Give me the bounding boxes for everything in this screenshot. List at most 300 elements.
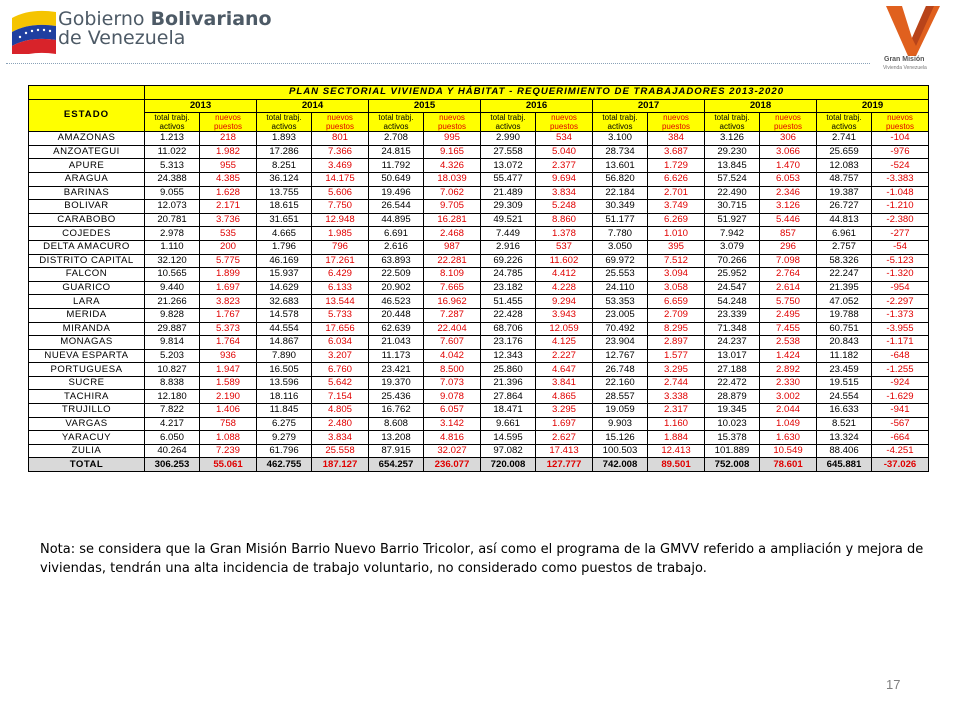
total-activos-cell: 18.471 (481, 404, 536, 418)
nuevos-puestos-cell: 17.656 (312, 322, 369, 336)
total-activos-cell: 19.515 (817, 376, 872, 390)
gm-logo-subtext: Vivienda Venezuela (883, 65, 927, 71)
nuevos-puestos-cell: 3.834 (312, 431, 369, 445)
nuevos-puestos-cell: 4.385 (200, 172, 257, 186)
total-activos-cell: 29.887 (145, 322, 200, 336)
table-row (29, 390, 929, 404)
total-activos-cell: 8.251 (257, 159, 312, 173)
total-activos-cell: 22.472 (705, 376, 760, 390)
nuevos-puestos-cell: 10.549 (760, 444, 817, 458)
total-activos-cell: 97.082 (481, 444, 536, 458)
estado-cell: FALCON (29, 268, 145, 282)
nuevos-puestos-cell: 6.133 (312, 281, 369, 295)
nuevos-puestos-cell: 1.589 (200, 376, 257, 390)
total-activos-cell: 63.893 (369, 254, 424, 268)
workers-requirement-table (28, 85, 929, 472)
total-activos-cell: 9.279 (257, 431, 312, 445)
nuevos-puestos-cell: 537 (536, 240, 593, 254)
total-activos-cell: 2.741 (817, 132, 872, 146)
total-activos-cell: 6.050 (145, 431, 200, 445)
total-activos-cell: 32.683 (257, 295, 312, 309)
nuevos-puestos-cell: 3.142 (424, 417, 481, 431)
nuevos-puestos-cell: 4.125 (536, 336, 593, 350)
nuevos-puestos-cell: -2.297 (872, 295, 929, 309)
nuevos-puestos-cell: 796 (312, 240, 369, 254)
estado-cell: DISTRITO CAPITAL (29, 254, 145, 268)
nuevos-puestos-cell: 2.346 (760, 186, 817, 200)
nuevos-puestos-cell: 9.078 (424, 390, 481, 404)
nuevos-puestos-cell: 7.455 (760, 322, 817, 336)
nuevos-puestos-cell: 13.544 (312, 295, 369, 309)
table-row (29, 200, 929, 214)
total-activos-cell: 9.903 (593, 417, 648, 431)
nuevos-puestos-cell: 7.239 (200, 444, 257, 458)
total-activos-cell: 29.309 (481, 200, 536, 214)
total-activos-cell: 20.448 (369, 308, 424, 322)
nuevos-puestos-cell: 2.044 (760, 404, 817, 418)
total-activos-cell: 13.072 (481, 159, 536, 173)
subheader-total-activos: total trabj. activos (257, 113, 312, 132)
total-activos-cell: 60.751 (817, 322, 872, 336)
nuevos-puestos-cell: 2.627 (536, 431, 593, 445)
total-activos-cell: 32.120 (145, 254, 200, 268)
total-activos-cell: 13.601 (593, 159, 648, 173)
total-activos-cell: 70.492 (593, 322, 648, 336)
total-activos-cell: 16.762 (369, 404, 424, 418)
table-row (29, 417, 929, 431)
nuevos-puestos-cell: 4.042 (424, 349, 481, 363)
nuevos-puestos-cell: 9.294 (536, 295, 593, 309)
nuevos-puestos-cell: 11.602 (536, 254, 593, 268)
total-activos-cell: 7.780 (593, 227, 648, 241)
nuevos-puestos-cell: 2.892 (760, 363, 817, 377)
nuevos-puestos-cell: 2.538 (760, 336, 817, 350)
total-activos-cell: 10.565 (145, 268, 200, 282)
nuevos-puestos-cell: 1.378 (536, 227, 593, 241)
total-activos-cell: 24.110 (593, 281, 648, 295)
table-row (29, 431, 929, 445)
nuevos-puestos-cell: -954 (872, 281, 929, 295)
subheader-total-activos: total trabj. activos (145, 113, 200, 132)
nuevos-puestos-cell: 12.948 (312, 213, 369, 227)
nuevos-puestos-cell: -1.210 (872, 200, 929, 214)
subheader-nuevos-puestos: nuevos puestos (872, 113, 929, 132)
estado-cell: GUARICO (29, 281, 145, 295)
total-activos-cell: 12.073 (145, 200, 200, 214)
year-header-2016: 2016 (481, 99, 593, 113)
nuevos-puestos-cell: -1.048 (872, 186, 929, 200)
estado-cell: NUEVA ESPARTA (29, 349, 145, 363)
estado-cell: COJEDES (29, 227, 145, 241)
nuevos-puestos-cell: 127.777 (536, 458, 593, 472)
nuevos-puestos-cell: 25.558 (312, 444, 369, 458)
subheader-nuevos-puestos: nuevos puestos (200, 113, 257, 132)
total-activos-cell: 51.177 (593, 213, 648, 227)
nuevos-puestos-cell: 6.659 (648, 295, 705, 309)
total-activos-cell: 71.348 (705, 322, 760, 336)
nuevos-puestos-cell: 535 (200, 227, 257, 241)
nuevos-puestos-cell: 218 (200, 132, 257, 146)
total-activos-cell: 24.547 (705, 281, 760, 295)
total-activos-cell: 3.100 (593, 132, 648, 146)
total-activos-cell: 7.449 (481, 227, 536, 241)
table-row (29, 363, 929, 377)
nuevos-puestos-cell: 306 (760, 132, 817, 146)
nuevos-puestos-cell: 16.962 (424, 295, 481, 309)
nuevos-puestos-cell: 12.059 (536, 322, 593, 336)
total-activos-cell: 28.557 (593, 390, 648, 404)
nuevos-puestos-cell: 4.228 (536, 281, 593, 295)
nuevos-puestos-cell: -4.251 (872, 444, 929, 458)
total-activos-cell: 49.521 (481, 213, 536, 227)
total-activos-cell: 53.353 (593, 295, 648, 309)
total-activos-cell: 31.651 (257, 213, 312, 227)
nuevos-puestos-cell: 857 (760, 227, 817, 241)
gm-logo-text: Gran Misión (884, 56, 925, 63)
nuevos-puestos-cell: -104 (872, 132, 929, 146)
total-activos-cell: 15.937 (257, 268, 312, 282)
nuevos-puestos-cell: 7.512 (648, 254, 705, 268)
total-activos-cell: 7.942 (705, 227, 760, 241)
total-activos-cell: 46.523 (369, 295, 424, 309)
total-activos-cell: 654.257 (369, 458, 424, 472)
nuevos-puestos-cell: 17.413 (536, 444, 593, 458)
year-header-2015: 2015 (369, 99, 481, 113)
total-activos-cell: 11.173 (369, 349, 424, 363)
nuevos-puestos-cell: 7.607 (424, 336, 481, 350)
nuevos-puestos-cell: 3.126 (760, 200, 817, 214)
total-activos-cell: 23.459 (817, 363, 872, 377)
nuevos-puestos-cell: 200 (200, 240, 257, 254)
nuevos-puestos-cell: 1.899 (200, 268, 257, 282)
nuevos-puestos-cell: 1.630 (760, 431, 817, 445)
total-activos-cell: 6.275 (257, 417, 312, 431)
gov-logo-line2: de Venezuela (58, 27, 186, 49)
nuevos-puestos-cell: 236.077 (424, 458, 481, 472)
nuevos-puestos-cell: 7.287 (424, 308, 481, 322)
nuevos-puestos-cell: 5.733 (312, 308, 369, 322)
estado-cell: TOTAL (29, 458, 145, 472)
nuevos-puestos-cell: 2.764 (760, 268, 817, 282)
nuevos-puestos-cell: 3.002 (760, 390, 817, 404)
nuevos-puestos-cell: -941 (872, 404, 929, 418)
total-activos-cell: 9.440 (145, 281, 200, 295)
total-activos-cell: 13.324 (817, 431, 872, 445)
total-activos-cell: 19.788 (817, 308, 872, 322)
estado-cell: BOLIVAR (29, 200, 145, 214)
total-activos-cell: 27.864 (481, 390, 536, 404)
nuevos-puestos-cell: 3.338 (648, 390, 705, 404)
total-activos-cell: 12.083 (817, 159, 872, 173)
table-row (29, 376, 929, 390)
nuevos-puestos-cell: 5.775 (200, 254, 257, 268)
nuevos-puestos-cell: -976 (872, 145, 929, 159)
table-row (29, 322, 929, 336)
nuevos-puestos-cell: 2.744 (648, 376, 705, 390)
total-activos-cell: 21.043 (369, 336, 424, 350)
year-header-2014: 2014 (257, 99, 369, 113)
nuevos-puestos-cell: -54 (872, 240, 929, 254)
nuevos-puestos-cell: 6.269 (648, 213, 705, 227)
total-activos-cell: 57.524 (705, 172, 760, 186)
nuevos-puestos-cell: -37.026 (872, 458, 929, 472)
total-activos-cell: 9.055 (145, 186, 200, 200)
nuevos-puestos-cell: 995 (424, 132, 481, 146)
total-activos-cell: 55.477 (481, 172, 536, 186)
total-activos-cell: 22.247 (817, 268, 872, 282)
nuevos-puestos-cell: 3.094 (648, 268, 705, 282)
total-activos-cell: 2.757 (817, 240, 872, 254)
nuevos-puestos-cell: 6.429 (312, 268, 369, 282)
nuevos-puestos-cell: 384 (648, 132, 705, 146)
nuevos-puestos-cell: 1.628 (200, 186, 257, 200)
total-activos-cell: 4.665 (257, 227, 312, 241)
total-activos-cell: 24.237 (705, 336, 760, 350)
nuevos-puestos-cell: 9.705 (424, 200, 481, 214)
nuevos-puestos-cell: 6.053 (760, 172, 817, 186)
nuevos-puestos-cell: 5.642 (312, 376, 369, 390)
estado-cell: ZULIA (29, 444, 145, 458)
estado-cell: ARAGUA (29, 172, 145, 186)
table-row (29, 295, 929, 309)
nuevos-puestos-cell: 16.281 (424, 213, 481, 227)
nuevos-puestos-cell: 5.446 (760, 213, 817, 227)
nuevos-puestos-cell: 1.697 (536, 417, 593, 431)
nuevos-puestos-cell: 2.227 (536, 349, 593, 363)
total-activos-cell: 4.217 (145, 417, 200, 431)
total-activos-cell: 18.116 (257, 390, 312, 404)
nuevos-puestos-cell: 7.062 (424, 186, 481, 200)
nuevos-puestos-cell: 4.412 (536, 268, 593, 282)
table-row (29, 349, 929, 363)
total-activos-cell: 40.264 (145, 444, 200, 458)
total-activos-cell: 48.757 (817, 172, 872, 186)
nuevos-puestos-cell: 55.061 (200, 458, 257, 472)
nuevos-puestos-cell: 3.736 (200, 213, 257, 227)
total-activos-cell: 101.889 (705, 444, 760, 458)
total-activos-cell: 26.727 (817, 200, 872, 214)
nuevos-puestos-cell: 3.295 (536, 404, 593, 418)
nuevos-puestos-cell: -1.171 (872, 336, 929, 350)
nuevos-puestos-cell: 2.317 (648, 404, 705, 418)
total-activos-cell: 462.755 (257, 458, 312, 472)
total-activos-cell: 62.639 (369, 322, 424, 336)
estado-cell: TACHIRA (29, 390, 145, 404)
nuevos-puestos-cell: -1.255 (872, 363, 929, 377)
nuevos-puestos-cell: 801 (312, 132, 369, 146)
nuevos-puestos-cell: 987 (424, 240, 481, 254)
estado-cell: AMAZONAS (29, 132, 145, 146)
total-activos-cell: 8.838 (145, 376, 200, 390)
nuevos-puestos-cell: 3.834 (536, 186, 593, 200)
nuevos-puestos-cell: -2.380 (872, 213, 929, 227)
total-activos-cell: 56.820 (593, 172, 648, 186)
nuevos-puestos-cell: 8.109 (424, 268, 481, 282)
total-activos-cell: 23.421 (369, 363, 424, 377)
header-divider (6, 63, 870, 64)
nuevos-puestos-cell: 3.823 (200, 295, 257, 309)
total-activos-cell: 20.902 (369, 281, 424, 295)
total-activos-cell: 15.126 (593, 431, 648, 445)
total-activos-cell: 23.176 (481, 336, 536, 350)
total-row (29, 458, 929, 472)
estado-cell: DELTA AMACURO (29, 240, 145, 254)
nuevos-puestos-cell: 1.985 (312, 227, 369, 241)
nuevos-puestos-cell: 2.377 (536, 159, 593, 173)
total-activos-cell: 27.188 (705, 363, 760, 377)
nuevos-puestos-cell: -5.123 (872, 254, 929, 268)
nuevos-puestos-cell: 2.171 (200, 200, 257, 214)
table-row (29, 254, 929, 268)
total-activos-cell: 13.596 (257, 376, 312, 390)
estado-cell: MONAGAS (29, 336, 145, 350)
nuevos-puestos-cell: 3.841 (536, 376, 593, 390)
total-activos-cell: 44.895 (369, 213, 424, 227)
total-activos-cell: 25.436 (369, 390, 424, 404)
total-activos-cell: 11.845 (257, 404, 312, 418)
nuevos-puestos-cell: 5.606 (312, 186, 369, 200)
nuevos-puestos-cell: -648 (872, 349, 929, 363)
title-blank-cell (29, 86, 145, 100)
nuevos-puestos-cell: 12.413 (648, 444, 705, 458)
nuevos-puestos-cell: 1.577 (648, 349, 705, 363)
total-activos-cell: 5.313 (145, 159, 200, 173)
total-activos-cell: 30.349 (593, 200, 648, 214)
workers-table-container (28, 85, 929, 472)
total-activos-cell: 1.796 (257, 240, 312, 254)
nuevos-puestos-cell: 3.295 (648, 363, 705, 377)
total-activos-cell: 70.266 (705, 254, 760, 268)
nuevos-puestos-cell: 7.750 (312, 200, 369, 214)
gov-logo-line1b: Bolivariano (150, 8, 272, 30)
estado-header: ESTADO (29, 99, 145, 132)
total-activos-cell: 19.387 (817, 186, 872, 200)
gov-logo-line1a: Gobierno (58, 8, 151, 30)
nuevos-puestos-cell: 2.480 (312, 417, 369, 431)
nuevos-puestos-cell: 7.073 (424, 376, 481, 390)
nuevos-puestos-cell: -567 (872, 417, 929, 431)
nuevos-puestos-cell: 5.040 (536, 145, 593, 159)
total-activos-cell: 2.708 (369, 132, 424, 146)
nuevos-puestos-cell: 1.424 (760, 349, 817, 363)
total-activos-cell: 1.110 (145, 240, 200, 254)
total-activos-cell: 13.845 (705, 159, 760, 173)
nuevos-puestos-cell: 1.947 (200, 363, 257, 377)
nuevos-puestos-cell: 14.175 (312, 172, 369, 186)
estado-cell: APURE (29, 159, 145, 173)
total-activos-cell: 69.226 (481, 254, 536, 268)
total-activos-cell: 752.008 (705, 458, 760, 472)
total-activos-cell: 20.843 (817, 336, 872, 350)
subheader-total-activos: total trabj. activos (481, 113, 536, 132)
nuevos-puestos-cell: 22.404 (424, 322, 481, 336)
nuevos-puestos-cell: 534 (536, 132, 593, 146)
total-activos-cell: 51.455 (481, 295, 536, 309)
total-activos-cell: 36.124 (257, 172, 312, 186)
total-activos-cell: 645.881 (817, 458, 872, 472)
nuevos-puestos-cell: -3.955 (872, 322, 929, 336)
total-activos-cell: 3.126 (705, 132, 760, 146)
nuevos-puestos-cell: 3.469 (312, 159, 369, 173)
nuevos-puestos-cell: 1.982 (200, 145, 257, 159)
table-row (29, 227, 929, 241)
nuevos-puestos-cell: 3.066 (760, 145, 817, 159)
total-activos-cell: 50.649 (369, 172, 424, 186)
total-activos-cell: 47.052 (817, 295, 872, 309)
nuevos-puestos-cell: 4.816 (424, 431, 481, 445)
nuevos-puestos-cell: 3.943 (536, 308, 593, 322)
table-row (29, 145, 929, 159)
total-activos-cell: 69.972 (593, 254, 648, 268)
nuevos-puestos-cell: 1.729 (648, 159, 705, 173)
nuevos-puestos-cell: 5.750 (760, 295, 817, 309)
total-activos-cell: 2.978 (145, 227, 200, 241)
total-activos-cell: 17.286 (257, 145, 312, 159)
nuevos-puestos-cell: 5.248 (536, 200, 593, 214)
total-activos-cell: 25.659 (817, 145, 872, 159)
nuevos-puestos-cell: 758 (200, 417, 257, 431)
table-row (29, 336, 929, 350)
nuevos-puestos-cell: 22.281 (424, 254, 481, 268)
total-activos-cell: 22.490 (705, 186, 760, 200)
total-activos-cell: 742.008 (593, 458, 648, 472)
total-activos-cell: 12.180 (145, 390, 200, 404)
total-activos-cell: 21.395 (817, 281, 872, 295)
table-row (29, 172, 929, 186)
total-activos-cell: 22.509 (369, 268, 424, 282)
table-row (29, 444, 929, 458)
nuevos-puestos-cell: 296 (760, 240, 817, 254)
total-activos-cell: 22.184 (593, 186, 648, 200)
nuevos-puestos-cell: 6.057 (424, 404, 481, 418)
nuevos-puestos-cell: 2.190 (200, 390, 257, 404)
subheader-total-activos: total trabj. activos (593, 113, 648, 132)
total-activos-cell: 14.629 (257, 281, 312, 295)
nuevos-puestos-cell: 17.261 (312, 254, 369, 268)
total-activos-cell: 5.203 (145, 349, 200, 363)
total-activos-cell: 68.706 (481, 322, 536, 336)
nuevos-puestos-cell: 2.701 (648, 186, 705, 200)
estado-cell: MERIDA (29, 308, 145, 322)
total-activos-cell: 16.505 (257, 363, 312, 377)
nuevos-puestos-cell: 4.805 (312, 404, 369, 418)
total-activos-cell: 25.860 (481, 363, 536, 377)
total-activos-cell: 26.748 (593, 363, 648, 377)
nuevos-puestos-cell: 7.154 (312, 390, 369, 404)
total-activos-cell: 23.005 (593, 308, 648, 322)
nuevos-puestos-cell: 32.027 (424, 444, 481, 458)
nuevos-puestos-cell: 6.034 (312, 336, 369, 350)
total-activos-cell: 12.343 (481, 349, 536, 363)
table-row (29, 281, 929, 295)
total-activos-cell: 7.890 (257, 349, 312, 363)
total-activos-cell: 21.266 (145, 295, 200, 309)
total-activos-cell: 46.169 (257, 254, 312, 268)
total-activos-cell: 51.927 (705, 213, 760, 227)
total-activos-cell: 14.578 (257, 308, 312, 322)
total-activos-cell: 11.792 (369, 159, 424, 173)
nuevos-puestos-cell: 1.884 (648, 431, 705, 445)
nuevos-puestos-cell: 3.058 (648, 281, 705, 295)
nuevos-puestos-cell: 2.330 (760, 376, 817, 390)
nuevos-puestos-cell: 78.601 (760, 458, 817, 472)
nuevos-puestos-cell: 1.160 (648, 417, 705, 431)
gov-logo-text (58, 10, 272, 48)
total-activos-cell: 6.691 (369, 227, 424, 241)
nuevos-puestos-cell: 7.665 (424, 281, 481, 295)
nuevos-puestos-cell: 187.127 (312, 458, 369, 472)
nuevos-puestos-cell: 9.694 (536, 172, 593, 186)
